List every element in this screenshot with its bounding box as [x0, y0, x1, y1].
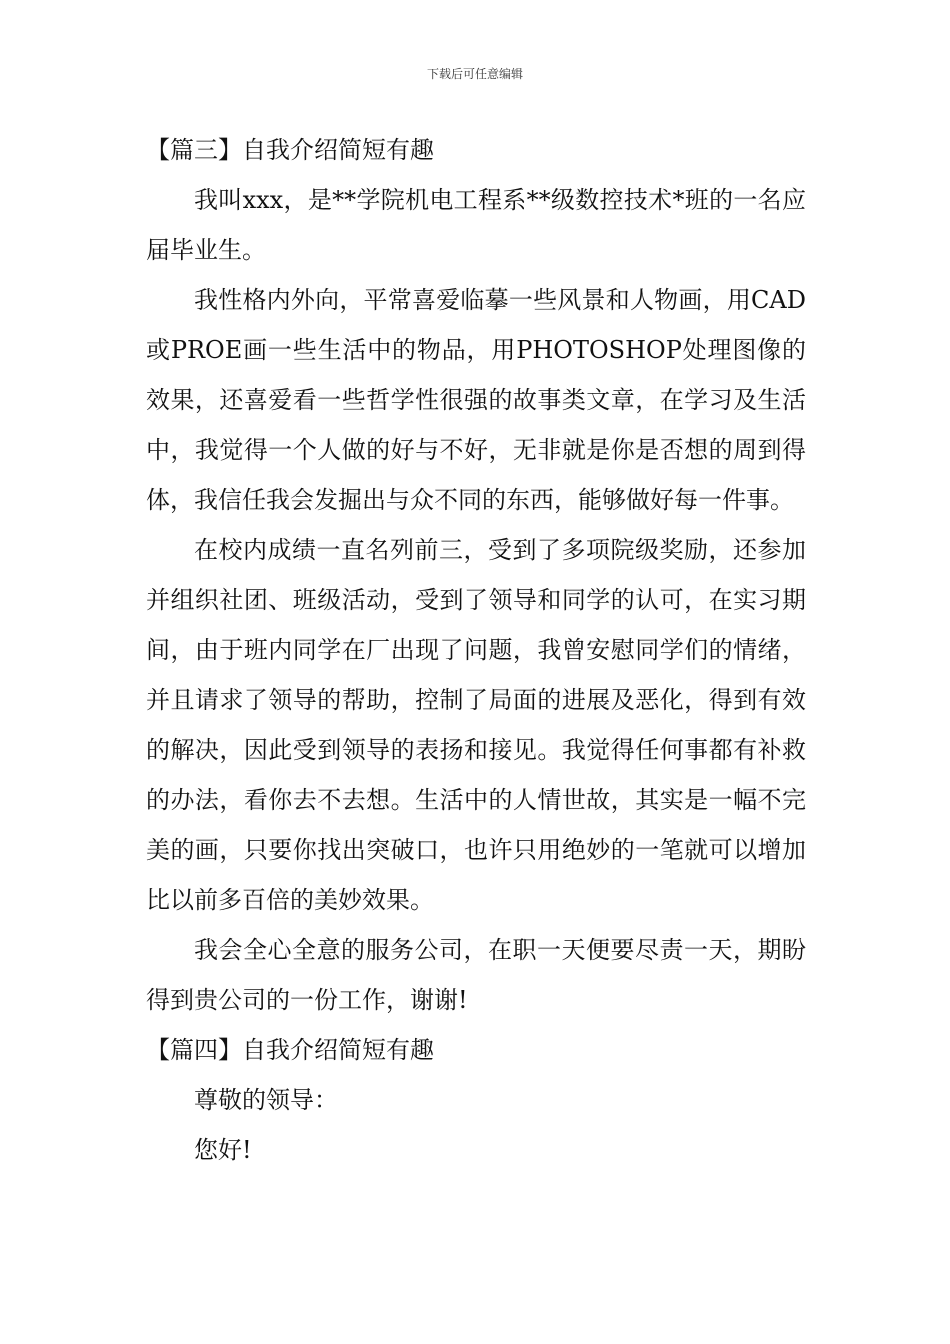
- section-4-salutation: 尊敬的领导：: [194, 1086, 338, 1114]
- section-3-heading: 【篇三】自我介绍简短有趣: [146, 136, 434, 164]
- section-3-paragraph-3: 在校内成绩一直名列前三，受到了多项院级奖励，还参加并组织社团、班级活动，受到了领导和同学的认可，在实习期间，由于班内同学在厂出现了问题，我曾安慰同学们的情绪，并且请求了领导的帮助，控制了局面的进展及恶化，得到有效的解决，因此受到领导的表扬和接见。我觉得任何事都有补救的办法，看你去不去想。生活中的人情世故，其实是一幅不完美的画，只要你找出突破口，也许只用绝妙的一笔就可以增加比以前多百倍的美妙效果。: [146, 536, 806, 914]
- section-4: [146, 1025, 806, 1175]
- section-3-paragraph-2: 我性格内外向，平常喜爱临摹一些风景和人物画，用CAD或PROE画一些生活中的物品，用PHOTOSHOP处理图像的效果，还喜爱看一些哲学性很强的故事类文章，在学习及生活中，我觉得一个人做的好与不好，无非就是你是否想的周到得体，我信任我会发掘出与众不同的东西，能够做好每一件事。: [146, 286, 806, 514]
- section-3-paragraph-1: 我叫xxx，是**学院机电工程系**级数控技术*班的一名应届毕业生。: [146, 186, 806, 264]
- section-3-paragraph-4: 我会全心全意的服务公司，在职一天便要尽责一天，期盼得到贵公司的一份工作，谢谢!: [146, 936, 806, 1014]
- section-4-greeting: 您好!: [194, 1136, 252, 1164]
- section-3: [146, 125, 806, 1025]
- page-header-note: 下载后可任意编辑: [426, 67, 523, 81]
- section-4-heading: 【篇四】自我介绍简短有趣: [146, 1036, 434, 1064]
- document-body: [146, 125, 806, 1175]
